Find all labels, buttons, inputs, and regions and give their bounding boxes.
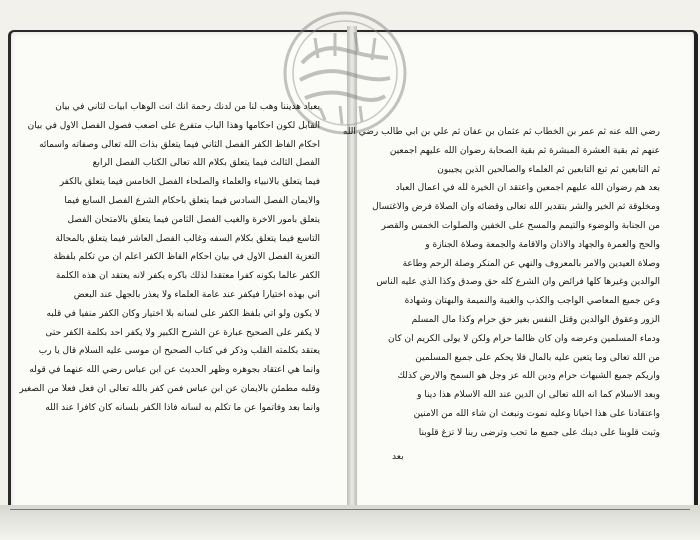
page-bottom-edge <box>0 505 700 540</box>
left-page-text <box>19 98 320 418</box>
left-page-line: الفصل الثالث فيما يتعلق بكلام الله تعالى الكتاب الفصل الرابع <box>92 158 320 169</box>
right-page-line: وصلاة العيدين والامر بالمعروف والنهي عن المنكر وصلة الرحم وطاعة <box>402 258 660 269</box>
catchword: بعد <box>392 452 404 462</box>
right-page-line: بعد هم رضوان الله عليهم اجمعين واعتقد ان الخيرة لله في اعمال العباد <box>395 183 660 194</box>
left-page-line: وانما بعد وفاتموا عن ما تكلم به لسانه فاذا الكفر بلسانه كان كافرا عند الله <box>45 402 320 413</box>
right-page-line: ودماء المسلمين وعرضه وان كان ظالما حرام ولكن لا يولى الكريم ان كان <box>388 333 660 344</box>
left-page-line: لا يكفر على الصحيح عبارة عن الشرح الكبير ولا يكفر احد بكلمة الكفر حتى <box>45 327 320 338</box>
left-page-line: يعتقد بكلمته القلب وذكر في كتاب الصحيح ان موسى عليه السلام قال يا رب <box>38 346 320 357</box>
right-page-line: وثبت قلوبنا على دينك على جميع ما تحب وترضى ربنا لا تزغ قلوبنا <box>418 427 660 438</box>
left-page-line: التاسع فيما يتعلق بكلام السفه وغالب الفصل العاشر فيما يتعلق بالمحالة <box>55 233 320 244</box>
right-page-line: ومخلوقة ثم الخير والشر بتقدير الله تعالى وقضائه وان الصلاة فرض والاغتسال <box>372 202 660 213</box>
right-page-text <box>342 123 660 443</box>
left-page-line: القابل لكون احكامها وهذا الباب متفرع على اصعب فصول الفصل الاول في بيان <box>27 120 320 131</box>
right-page-line: رضي الله عنه ثم عمر بن الخطاب ثم عثمان بن عفان ثم علي بن ابي طالب رضي الله <box>342 127 660 137</box>
right-page-line: ثم التابعين ثم تبع التابعين ثم العلماء والصالحين الذين يجيبون <box>437 164 660 175</box>
left-page-line: التعزية الفصل الاول في بيان احكام الفاظ الكفر اعلم ان من تكلم بلفظة <box>53 252 320 263</box>
left-page-line: اني بهذه اختيارا فيكفر عند عامة العلماء ولا يعذر بالجهل عند البعض <box>73 289 320 300</box>
left-page-line: والايمان الفصل السادس فيما يتعلق باحكام الشرع الفصل السابع فيما <box>64 195 320 206</box>
left-page-line: يتعلق بامور الاخرة والغيب الفصل الثامن فيما يتعلق بالامتحان الفصل <box>67 214 320 225</box>
right-page-line: وبعد الاسلام كما انه الله تعالى ان الدين عند الله الاسلام هذا دينا و <box>417 390 660 401</box>
left-page-line: احكام الفاظ الكفر الفصل الثاني فيما يتعلق بذات الله تعالى وصفاته واسمائه <box>39 139 320 150</box>
right-page-line: عنهم ثم بقية العشرة المبشرة ثم بقية الصحابة رضوان الله عليهم اجمعين <box>389 145 660 156</box>
right-page-line: الوالدين وغيرها كلها فرائض وان الشرع كله حق وصدق وكذا الذي عليه الناس <box>376 277 660 288</box>
right-page-line: واريكم جميع الشبهات حرام ودين الله عز وجل هو السمح والارض كذلك <box>397 371 660 382</box>
right-page-line: واعتقادنا على هذا احيانا وعليه نموت ونبعث ان شاء الله من الامنين <box>413 408 660 419</box>
right-page-line: من الله تعالى وما يتعين عليه بالمال فلا يحكم على جميع المسلمين <box>415 352 660 363</box>
right-page-line: من الجنابة والوضوء والتيمم والمسح على الخفين والصلوات الخمس والقصر <box>381 220 660 231</box>
right-page-line: الزور وعقوق الوالدين وقتل النفس بغير حق حرام وكذا مال المسلم <box>411 314 660 325</box>
left-page-line: لا يكون ولو اتي بلفظ الكفر على لسانه بلا اختيار وكان الكفر منفيا في قلبه <box>46 308 320 319</box>
right-page-line: والحج والعمرة والجهاد والاذان والاقامة والجمعة وصلاة الجنازة و <box>425 239 660 250</box>
right-page-line: وعن جميع المعاصي الواجب والكذب والغيبة والنميمة والبهتان وشهادة <box>404 296 660 307</box>
left-page-line: وانما هي اعتقاد بجوهره وظهر الحديث عن ابن عباس رضي الله عنهما في قوله <box>29 365 320 376</box>
left-page-line: فيما يتعلق بالانبياء والعلماء والصلحاء الفصل الخامس فيما يتعلق بالكفر <box>59 177 320 188</box>
left-page-line: وقلبه مطمئن بالايمان عن ابن عباس فمن كفر بالله تعالى ان فعل فعلا من الصغير <box>19 383 320 394</box>
left-page-line: الكفر عالما بكونه كفرا معتقدا لذلك باكره يكفر لانه يعتقد ان هذه الكلمة <box>55 271 320 282</box>
left-page-line: بعباد هديننا وهب لنا من لدنك رحمة انك انت الوهاب ابيات لثاني في بيان <box>55 102 320 112</box>
